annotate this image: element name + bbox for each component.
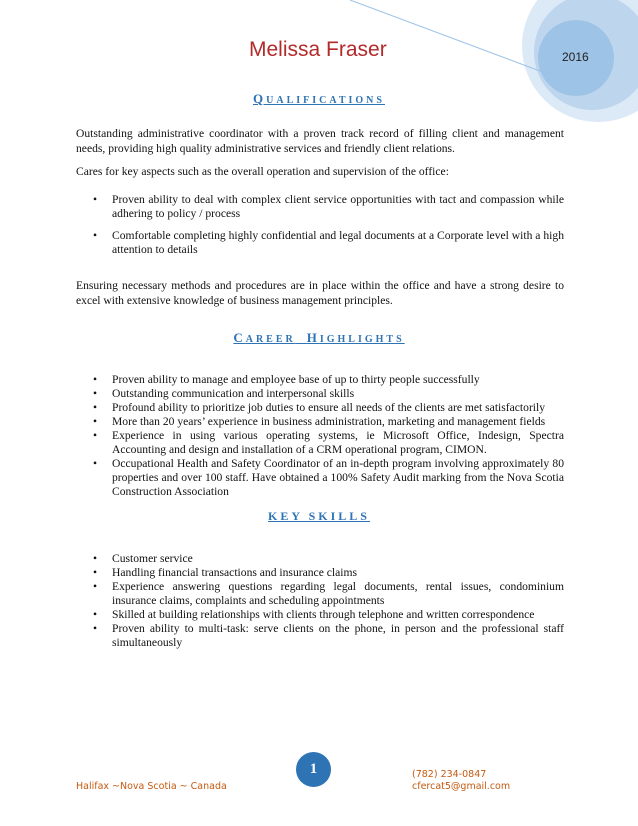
- career-highlights-heading: CAREER HIGHLIGHTS: [233, 330, 405, 345]
- list-item: • Comfortable completing highly confidential and legal documents at a Corporate level with a high attention to details: [76, 229, 564, 257]
- qualifications-list: [76, 193, 564, 257]
- list-item: • Outstanding communication and interpersonal skills: [76, 387, 564, 401]
- list-item: • Customer service: [76, 552, 564, 566]
- footer-location: Halifax ~Nova Scotia ~ Canada: [76, 781, 227, 792]
- qualifications-intro: Cares for key aspects such as the overall operation and supervision of the office:: [76, 165, 449, 178]
- footer-email: cfercat5@gmail.com: [412, 781, 511, 792]
- resume-name: Melissa Fraser: [249, 38, 387, 61]
- page-number: 1: [296, 752, 331, 787]
- key-skills-list: [76, 552, 564, 650]
- list-item: • Experience in using various operating systems, ie Microsoft Office, Indesign, Spectra Accounting and design and installation of a CRM operational program, CIMON.: [76, 429, 564, 457]
- qualifications-heading: QUALIFICATIONS: [253, 91, 385, 106]
- year-badge: 2016: [562, 50, 589, 64]
- header-decoration: [0, 0, 638, 140]
- list-item: • Handling financial transactions and insurance claims: [76, 566, 564, 580]
- list-item: • Experience answering questions regarding legal documents, rental issues, condominium insurance claims, complaints and scheduling appointments: [76, 580, 564, 608]
- list-item: • Profound ability to prioritize job duties to ensure all needs of the clients are met satisfactorily: [76, 401, 564, 415]
- list-item: • Proven ability to multi-task: serve clients on the phone, in person and the professional staff simultaneously: [76, 622, 564, 650]
- list-item: • More than 20 years’ experience in business administration, marketing and management fields: [76, 415, 564, 429]
- list-item: • Occupational Health and Safety Coordinator of an in-depth program involving approximately 80 properties and over 100 staff. Have obtained a 100% Safety Audit marking from the Nova Scotia Construction Association: [76, 457, 564, 499]
- qualifications-summary: Outstanding administrative coordinator with a proven track record of filling client and management needs, providing high quality administrative services and friendly client relations.: [76, 127, 564, 155]
- list-item: • Proven ability to deal with complex client service opportunities with tact and compassion while adhering to policy / process: [76, 193, 564, 221]
- key-skills-heading: KEY SKILLS: [268, 509, 370, 523]
- qualifications-closing: Ensuring necessary methods and procedures are in place within the office and have a strong desire to excel with extensive knowledge of business management principles.: [76, 279, 564, 307]
- footer-phone: (782) 234-0847: [412, 769, 487, 780]
- list-item: • Skilled at building relationships with clients through telephone and written correspondence: [76, 608, 564, 622]
- career-highlights-list: [76, 373, 564, 499]
- list-item: • Proven ability to manage and employee base of up to thirty people successfully: [76, 373, 564, 387]
